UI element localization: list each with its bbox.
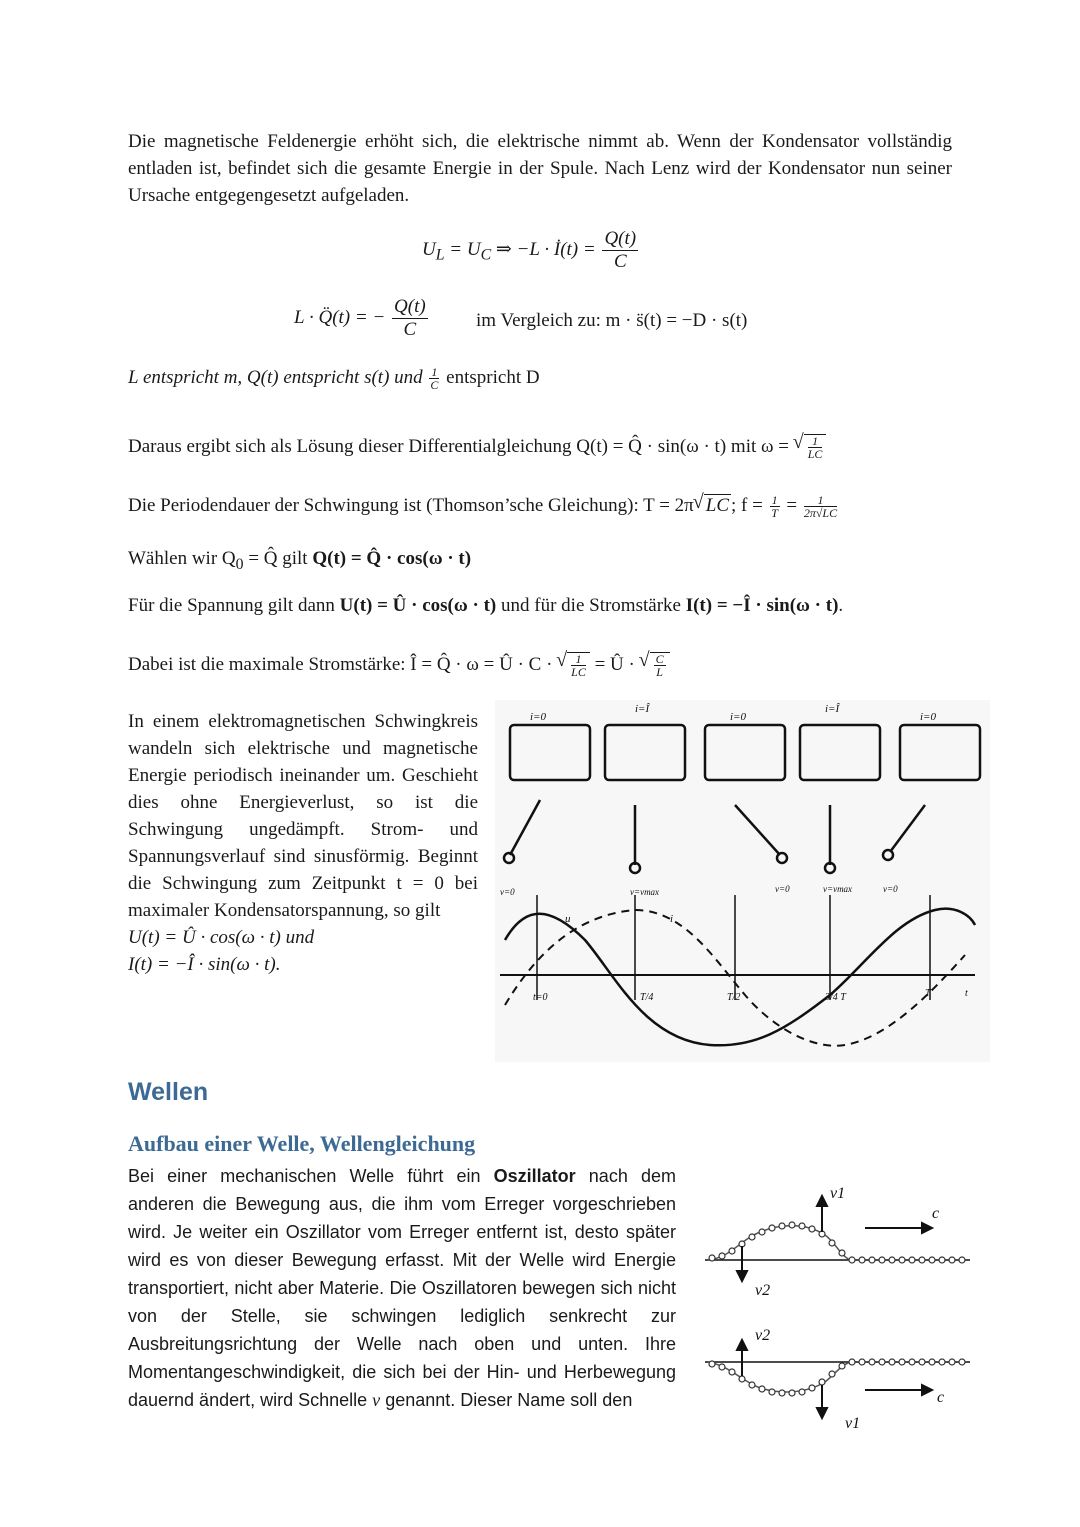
heading-aufbau: Aufbau einer Welle, Wellengleichung xyxy=(128,1131,476,1156)
wave-diagram xyxy=(700,1180,980,1440)
label-v0-1: v=0 xyxy=(500,887,515,897)
voltage-current-line: Für die Spannung gilt dann U(t) = Û · cos(ω · t) und für die Stromstärke I(t) = −Î · sin(ω · t). xyxy=(128,595,844,616)
max-current-line: Dabei ist die maximale Stromstärke: Î = Q̂ · ω = Û · C · √ $\frac{1}{LC}$ = Û · √ $\frac{C}{L}$ xyxy=(128,652,670,678)
period-line: Die Periodendauer der Schwingung ist (Thomson’sche Gleichung): T = 2π√ LC ; f = $\frac{1}{T}$ = $\frac{1}{2\pi√LC}$ xyxy=(128,494,839,519)
label-vmax-2: v=vmax xyxy=(823,884,853,894)
label-i0-2: i=0 xyxy=(730,711,746,723)
label-v2-bottom: v2 xyxy=(755,1327,771,1344)
label-v0-3: v=0 xyxy=(883,884,898,894)
label-u: u xyxy=(565,913,571,925)
label-T2: T/2 xyxy=(727,992,741,1003)
label-iI-2: i=Î xyxy=(825,703,840,715)
oscillation-paragraph: In einem elektromagnetischen Schwingkreis wandeln sich elektrische und magnetische Energie periodisch ineinander um. Geschieht dies ohne Energieverlust, so ist die Schwingung ungedämpft. Strom- und Spannungsverlauf sind sinusförmig. Beginnt die Schwingung zum Zeitpunkt t = 0 bei maximaler Kondensatorspannung, so gilt U(t) = Û · cos(ω · t) und I(t) = −Î · sin(ω · t). xyxy=(128,711,478,975)
lc-oscillation-diagram xyxy=(495,700,990,1062)
label-v2-top: v2 xyxy=(755,1282,771,1299)
wave-paragraph: Bei einer mechanischen Welle führt ein Oszillator nach dem anderen die Bewegung aus, die ihm vom Erreger vorgeschrieben wird. Je weiter ein Oszillator vom Erreger entfernt ist, desto später wird es von dieser Bewegung erfasst. Mit der Welle wird Energie transportiert, nicht aber Materie. Die Oszillatoren bewegen sich nicht von der Stelle, sie schwingen lediglich senkrecht zur Ausbreitungsrichtung der Welle nach oben und unten. Ihre Momentangeschwindigkeit, die sich bei der Hin- und Herbewegung dauernd ändert, wird Schnelle v genannt. Dieser Name soll den xyxy=(128,1166,676,1410)
label-vmax-1: v=vmax xyxy=(630,887,660,897)
label-t-axis: t xyxy=(965,988,968,999)
label-i: i xyxy=(670,913,674,925)
label-i0-1: i=0 xyxy=(530,711,546,723)
equation-differential: L · Q̈(t) = − $\frac{Q(t)}{C}$ xyxy=(294,296,426,340)
label-t0: t=0 xyxy=(533,992,548,1003)
equation-comparison: im Vergleich zu: m · s̈(t) = −D · s(t) xyxy=(476,310,748,331)
correspondence-line: L entspricht m, Q(t) entspricht s(t) und $\frac{1}{C}$ entspricht D xyxy=(128,365,540,392)
label-v1-bottom: v1 xyxy=(845,1415,861,1432)
intro-paragraph: Die magnetische Feldenergie erhöht sich, die elektrische nimmt ab. Wenn der Kondensator vollständig entladen ist, befindet sich die gesamte Energie in der Spule. Nach Lenz wird der Kondensator nun seiner Ursache entgegengesetzt aufgeladen. xyxy=(128,131,952,206)
label-3T4: 3/4 T xyxy=(825,992,846,1003)
label-v1-top: v1 xyxy=(830,1185,846,1202)
label-T: T xyxy=(925,988,931,999)
label-v0-2: v=0 xyxy=(775,884,790,894)
label-c-top: c xyxy=(932,1205,940,1222)
equation-voltage-equality: $U_L = U_C$ ⇒ −L · İ(t) = $\frac{Q(t)}{C}$ xyxy=(422,228,637,272)
heading-wellen: Wellen xyxy=(128,1078,209,1106)
initial-condition-line: Wählen wir $Q_0$ = Q̂ gilt Q(t) = Q̂ · cos(ω · t) xyxy=(128,548,472,573)
label-T4: T/4 xyxy=(640,992,654,1003)
label-iI-1: i=Î xyxy=(635,703,650,715)
label-i0-3: i=0 xyxy=(920,711,936,723)
label-c-bottom: c xyxy=(937,1389,945,1406)
solution-line: Daraus ergibt sich als Lösung dieser Differentialgleichung Q(t) = Q̂ · sin(ω · t) mit ω = √ $\frac{1}{LC}$ xyxy=(128,434,826,460)
